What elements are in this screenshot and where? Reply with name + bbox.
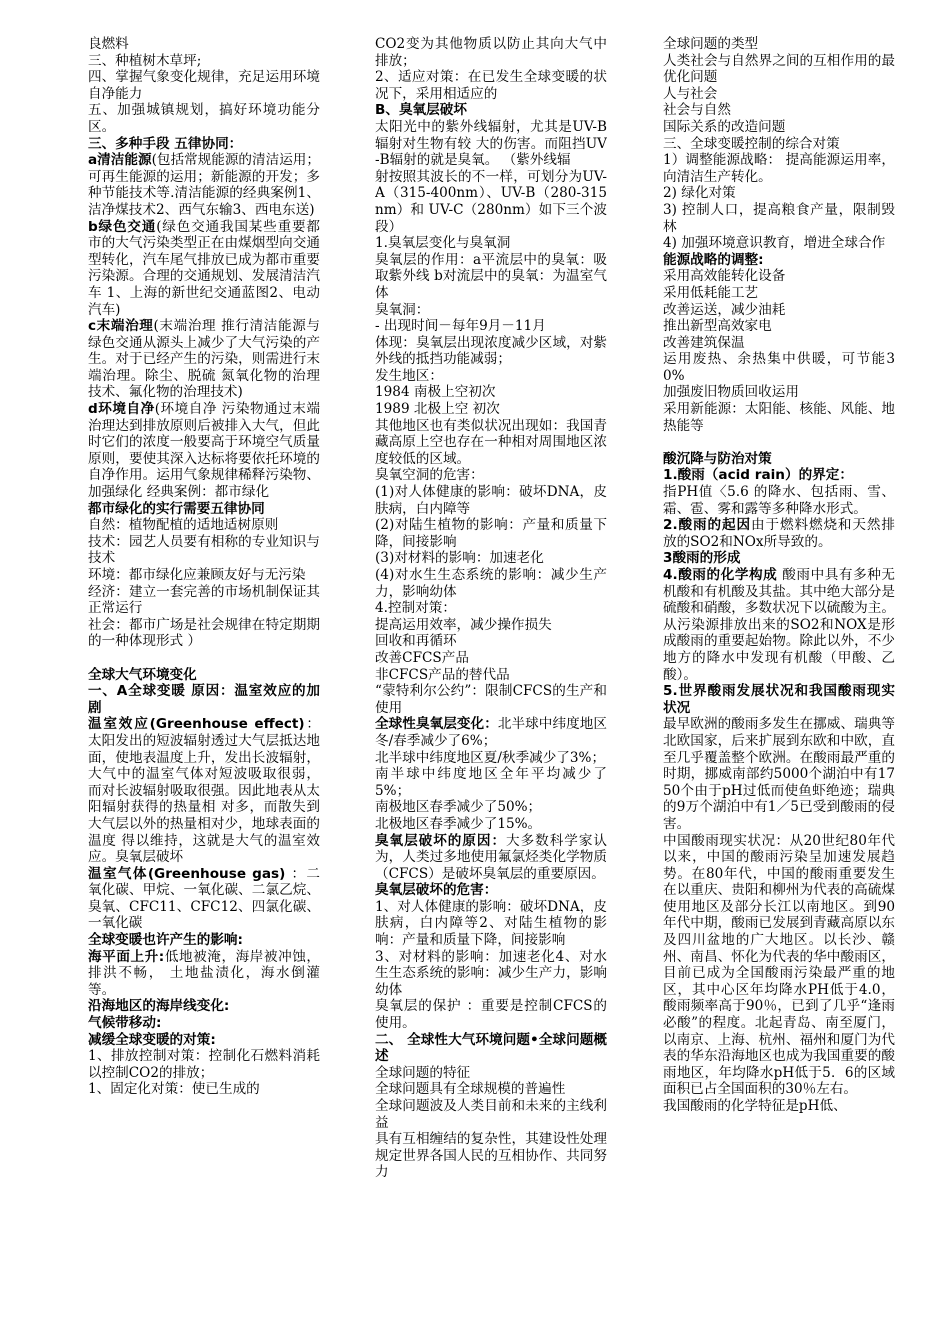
line-text: 臭氧层的保护 ：重要是控制CFCS的使用。 [375,998,607,1032]
text-line [375,335,607,368]
inline-heading: a清洁能源 [88,152,152,169]
line-text: 臭氧层破坏的危害： [375,882,498,899]
line-text: 指PH值〈5.6 的降水、包括雨、雪、霜、雹、雾和露等多种降水形式。 [663,484,895,517]
inline-heading: c末端治理 [88,318,154,335]
paragraph-gap [88,650,320,667]
text-line [375,401,607,418]
inline-heading: b绿色交通 [88,218,157,235]
text-line [88,1048,320,1081]
inline-heading: 4.酸雨的化学构成 [663,567,778,583]
inline-heading: 温室气体(Greenhouse gas) [88,865,292,882]
text-line [88,69,320,102]
text-line [375,716,607,749]
text-line [88,534,320,567]
line-text: 三、全球变暖控制的综合对策 [663,135,840,152]
line-text: 人与社会 [663,85,718,102]
text-line [663,351,895,384]
section-heading [663,467,895,484]
line-text: 自然：植物配植的适地适树原则 [88,517,279,534]
line-text: 大多数科学家认为，人类过多地使用氟氯烃类化学物质（CFCS）是破坏臭氧层的重要原因。 [375,832,607,882]
text-line [663,302,895,319]
line-text: 采用高效能转化设备 [663,268,786,285]
text-line [663,716,895,832]
section-heading [663,550,895,567]
inline-heading: 全球性臭氧层变化： [375,716,498,733]
line-text: 发生地区： [375,367,443,384]
text-line [88,318,320,401]
text-line [375,567,607,600]
text-line [663,567,895,683]
section-heading [88,932,320,949]
text-line [375,833,607,883]
line-text: (包括常规能源的清洁运用；可再生能源的运用；新能源的开发；多种节能技术等.清洁能源的经典案例1、洁净煤技术2、西气东输3、西电东送) [88,152,320,218]
text-line [375,484,607,517]
line-text: 四、掌握气象变化规律，充足运用环境自净能力 [88,69,320,102]
text-line [663,517,895,550]
line-text: 1989 北极上空 初次 [375,401,500,418]
text-line [663,136,895,153]
line-text: 国际关系的改造问题 [663,118,786,135]
line-text: 三、多种手段 五律协同： [88,135,243,152]
text-line [663,1098,895,1115]
text-line [663,384,895,401]
line-text: 非CFCS产品的替代品 [375,666,510,683]
text-line [663,268,895,285]
line-text: 二、 全球性大气环境问题•全球问题概述 [375,1031,607,1065]
inline-heading: 海平面上升: [88,948,165,965]
text-line [663,119,895,136]
text-line [375,633,607,650]
text-line [88,53,320,70]
line-text: 5.世界酸雨发展状况和我国酸雨现实状况 [663,683,895,716]
text-line [375,252,607,302]
text-line [375,1065,607,1082]
text-line [663,185,895,202]
text-line [375,750,607,767]
text-line [375,235,607,252]
text-column-middle [375,36,607,1336]
text-line [375,1081,607,1098]
line-text: 我国酸雨的化学特征是pH低、 [663,1098,847,1114]
line-text: 减缓全球变暖的对策: [88,1031,216,1048]
inline-heading: 2.酸雨的起因 [663,517,751,534]
line-text: 一、A全球变暖 原因：温室效应的加剧 [88,683,320,716]
line-text: 体现：臭氧层出现浓度减少区域，对紫外线的抵挡功能减弱； [375,334,607,368]
text-line [88,36,320,53]
line-text: (末端治理 推行清洁能源与绿色交通从源头上减少了大气污染的产生。对于已经产生的污染，则需进行末端治理。除尘、脱硫 氮氧化物的治理技术、氟化物的治理技术) [88,318,320,401]
section-heading [88,1032,320,1049]
line-text: 推出新型高效家电 [663,318,772,335]
line-text: 社会：都市广场是社会规律在特定期期的一种体现形式 ） [88,616,320,650]
text-column-right [663,36,895,1336]
text-line [375,69,607,102]
line-text: 全球大气环境变化 [88,666,197,683]
text-line [88,866,320,932]
line-text: 南半球中纬度地区全年平均减少了5%； [375,766,607,799]
text-line [88,584,320,617]
text-line [88,617,320,650]
line-text: 气候带移动: [88,1015,162,1032]
text-line [375,550,607,567]
line-text: 3酸雨的形成 [663,550,741,567]
text-line [375,169,607,235]
text-line [375,384,607,401]
inline-heading: 臭氧层破坏的原因： [375,832,507,849]
line-text: 3、对材料的影响：加速老化4、对水生生态系统的影响：减少生产力，影响幼体 [375,948,607,998]
line-text: 由于燃料燃烧和天然排放的SO2和NOx所导致的。 [663,517,895,550]
text-line [375,949,607,999]
inline-heading: 温室效应(Greenhouse effect) [88,716,305,733]
text-line [375,1098,607,1131]
line-text: (2)对陆生植物的影响：产量和质量下降，间接影响 [375,517,607,550]
line-text: 能源战略的调整: [663,251,764,268]
text-line [663,53,895,86]
line-text: ： 太阳发出的短波辐射透过大气层抵达地面，使地表温度上升，发出长波辐射，大气中的温室气体对短波吸取很弱， 而对长波辐射吸取很强。因此地表从太阳辐射获得的热量相 对多，而散失到大气层以外的热量相对少，地球表面的温度 得以维持，这就是大气的温室效应。臭氧层破坏 [88,716,320,866]
line-text: 2) 绿化对策 [663,185,736,202]
line-text: 臭氧层的作用：a平流层中的臭氧：吸取紫外线 b对流层中的臭氧：为温室气体 [375,251,607,301]
line-text: CO2变为其他物质以防止其向大气中排放； [375,36,607,69]
line-text: 回收和再循环 [375,633,457,650]
text-line [663,235,895,252]
text-line [88,517,320,534]
text-line [375,650,607,667]
line-text: 北半球中纬度地区冬/春季减少了6%； [375,716,607,749]
line-text: 北极地区春季减少了15%。 [375,815,542,832]
text-line [663,401,895,434]
text-line [375,667,607,684]
section-heading [663,683,895,716]
section-heading [375,1032,607,1065]
line-text: 1）调整能源战略： 提高能源运用率，向清洁生产转化。 [663,152,895,185]
line-text: 采用新能源：太阳能、核能、风能、地热能等 [663,401,895,434]
inline-heading: d环境自净 [88,401,155,418]
line-text: 射按照其波长的不一样，可划分为UV-A（315-400nm）、UV-B（280-315nm）和 UV-C（280nm）如下三个波段） [375,168,607,235]
line-text: 1.酸雨（acid rain）的界定： [663,467,853,484]
text-line [375,1131,607,1181]
line-text: 1、固定化对策：使已生成的 [88,1081,260,1098]
text-line [375,998,607,1031]
line-text: 其他地区也有类似状况出现如：我国青藏高原上空也存在一种相对周围地区浓度较低的区域。 [375,417,607,467]
line-text: 三、种植树木草坪; [88,52,202,69]
line-text: 2、适应对策：在已发生全球变暖的状况下，采用相适应的 [375,69,607,102]
line-text: 南极地区春季减少了50%； [375,799,542,816]
line-text: 沿海地区的海岸线变化: [88,998,230,1015]
section-heading [88,667,320,684]
text-line [88,401,320,501]
line-text: (1)对人体健康的影响：破坏DNA，皮肤病，白内障等 [375,484,607,517]
section-heading [88,136,320,153]
text-line [663,335,895,352]
line-text: 具有互相缠结的复杂性，其建设性处理规定世界各国人民的互相协作、共同努力 [375,1131,607,1181]
text-line [375,119,607,169]
line-text: 改善运送，减少油耗 [663,301,786,318]
section-heading [663,252,895,269]
line-text: 改善CFCS产品 [375,649,469,666]
text-line [375,368,607,385]
line-text: 1.臭氧层变化与臭氧洞 [375,235,511,252]
line-text: 经济：建立一套完善的市场机制保证其正常运行 [88,583,320,617]
text-line [88,716,320,865]
text-line [375,302,607,319]
text-line [375,318,607,335]
line-text: 1984 南极上空初次 [375,384,496,401]
line-text: 加强废旧物质回收运用 [663,384,799,401]
text-line [375,816,607,833]
text-line [663,484,895,517]
line-text: 全球问题具有全球规模的普遍性 [375,1081,566,1098]
text-line [375,617,607,634]
line-text: 全球问题的特征 [375,1064,471,1081]
line-text: 4) 加强环境意识教育，增进全球合作 [663,235,886,252]
text-line [88,1081,320,1098]
line-text: 太阳光中的紫外线辐射，尤其是UV-B辐射对生物有较 大的伤害。而阻挡UV-B辐射的就是臭氧。 （紫外线辐 [375,118,607,169]
line-text: 采用低耗能工艺 [663,284,759,301]
text-line [375,467,607,484]
text-line [663,318,895,335]
text-line [375,517,607,550]
section-heading [88,998,320,1015]
text-line [375,600,607,617]
section-heading [88,1015,320,1032]
line-text: 1、对人体健康的影响：破坏DNA，皮肤病，白内障等2、对陆生植物的影响：产量和质量下降，间接影响 [375,898,607,949]
text-column-left [88,36,320,1336]
line-text: 3) 控制人口，提高粮食产量，限制毁林 [663,201,895,235]
text-line [663,833,895,1099]
text-line [663,102,895,119]
line-text: 环境：都市绿化应兼顾友好与无污染 [88,567,306,583]
text-line [88,152,320,218]
section-heading [375,882,607,899]
line-text: 最早欧洲的酸雨多发生在挪威、瑞典等北欧国家，后来扩展到东欧和中欧，直至几乎覆盖整个欧洲。在酸雨最严重的时期，挪威南部约5000个湖泊中有1750个由于pH过低而使鱼虾绝迹；瑞典的9万个湖泊中有1／5已受到酸雨的侵害。 [663,716,895,832]
line-text: - 出现时间－每年9月－11月 [375,318,546,335]
line-text: (4)对水生生态系统的影响：减少生产力，影响幼体 [375,567,607,600]
text-line [88,567,320,584]
line-text: 北半球中纬度地区夏/秋季减少了3%； [375,749,606,766]
paragraph-gap [663,434,895,451]
text-line [375,418,607,468]
text-line [663,86,895,103]
line-text: 五、加强城镇规划，搞好环境功能分区。 [88,102,320,135]
line-text: 酸雨中具有多种无机酸和有机酸及其盐。其中绝大部分是硫酸和硝酸，多数状况下以硫酸为主。从污染源排放出来的SO2和NOX是形成酸雨的重要起始物。除此以外，不少地方的降水中发现有机酸（甲酸、乙酸）。 [663,567,895,683]
section-heading [88,501,320,518]
section-heading [663,451,895,468]
text-line [88,219,320,319]
text-line [88,949,320,999]
line-text: 良燃料 [88,36,129,52]
line-text: 全球变暖也许产生的影响: [88,932,243,949]
line-text: 改善建筑保温 [663,334,745,351]
line-text: (环境自净 污染物通过末端治理达到排放原则后被排入大气，但此时它们的浓度一般要高于环境空气质量原则，要使其深入达标将要依托环境的自净作用。运用气象规律稀释污染物、加强绿化 经典案例：都市绿化 [88,401,320,501]
line-text: 酸沉降与防治对策 [663,450,772,467]
line-text: 提高运用效率，减少操作损失 [375,616,552,633]
line-text: (绿色交通我国某些重要都市的大气污染类型正在由煤烟型向交通型转化，汽车尾气排放已成为都市重要污染源。合理的交通规划、发展清洁汽车 1、上海的新世纪交通蓝图2、电动汽车) [88,218,320,318]
line-text: 人类社会与自然界之间的互相作用的最优化问题 [663,52,895,86]
text-line [663,285,895,302]
line-text: 臭氧空洞的危害： [375,467,484,484]
text-line [375,799,607,816]
line-text: (3)对材料的影响：加速老化 [375,550,544,567]
text-line [375,899,607,949]
text-line [375,36,607,69]
line-text: B、臭氧层破坏 [375,102,467,119]
line-text: 中国酸雨现实状况：从20世纪80年代以来，中国的酸雨污染呈加速发展趋势。在80年代，中国的酸雨重要发生在以重庆、贵阳和柳州为代表的高硫煤使用地区及部分长江以南地区。到90年代中期，酸雨已发展到青藏高原以东及四川盆地的广大地区。以长沙、赣州、南昌、怀化为代表的华中酸雨区，目前已成为全国酸雨污染最严重的地区，其中心区年均降水PH低于4.0，酸雨频率高于90％，已到了几乎“逢雨必酸”的程度。北起青岛、南至厦门，以南京、上海、杭州、福州和厦门为代表的华东沿海地区也成为我国重要的酸雨地区，年均降水pH低于5．6的区域面积已占全国面积的30％左右。 [663,832,895,1098]
section-heading [375,102,607,119]
line-text: 4.控制对策： [375,600,456,617]
text-line [375,683,607,716]
section-heading [88,683,320,716]
line-text: “蒙特利尔公约”：限制CFCS的生产和使用 [375,683,607,716]
line-text: 社会与自然 [663,102,731,119]
line-text: 臭氧洞： [375,301,430,318]
line-text: ：二氧化碳、甲烷、一氧化碳、二氯乙烷、臭氧、CFC11、CFC12、四氯化碳、一氧化碳 [88,865,320,932]
text-line [375,766,607,799]
text-line [88,102,320,135]
line-text: 都市绿化的实行需要五律协同 [88,500,265,517]
line-text: 全球问题波及人类目前和未来的主线利益 [375,1098,607,1131]
text-line [663,36,895,53]
line-text: 1、排放控制对策：控制化石燃料消耗以控制CO2的排放； [88,1048,320,1081]
text-line [663,202,895,235]
line-text: 技术：园艺人员要有相称的专业知识与技术 [88,533,320,567]
line-text: 低地被淹，海岸被冲蚀，排洪不畅， 土地盐渍化，海水倒灌等。 [88,948,320,998]
line-text: 全球问题的类型 [663,36,759,52]
text-line [663,152,895,185]
line-text: 运用废热、余热集中供暖，可节能30% [663,351,895,384]
